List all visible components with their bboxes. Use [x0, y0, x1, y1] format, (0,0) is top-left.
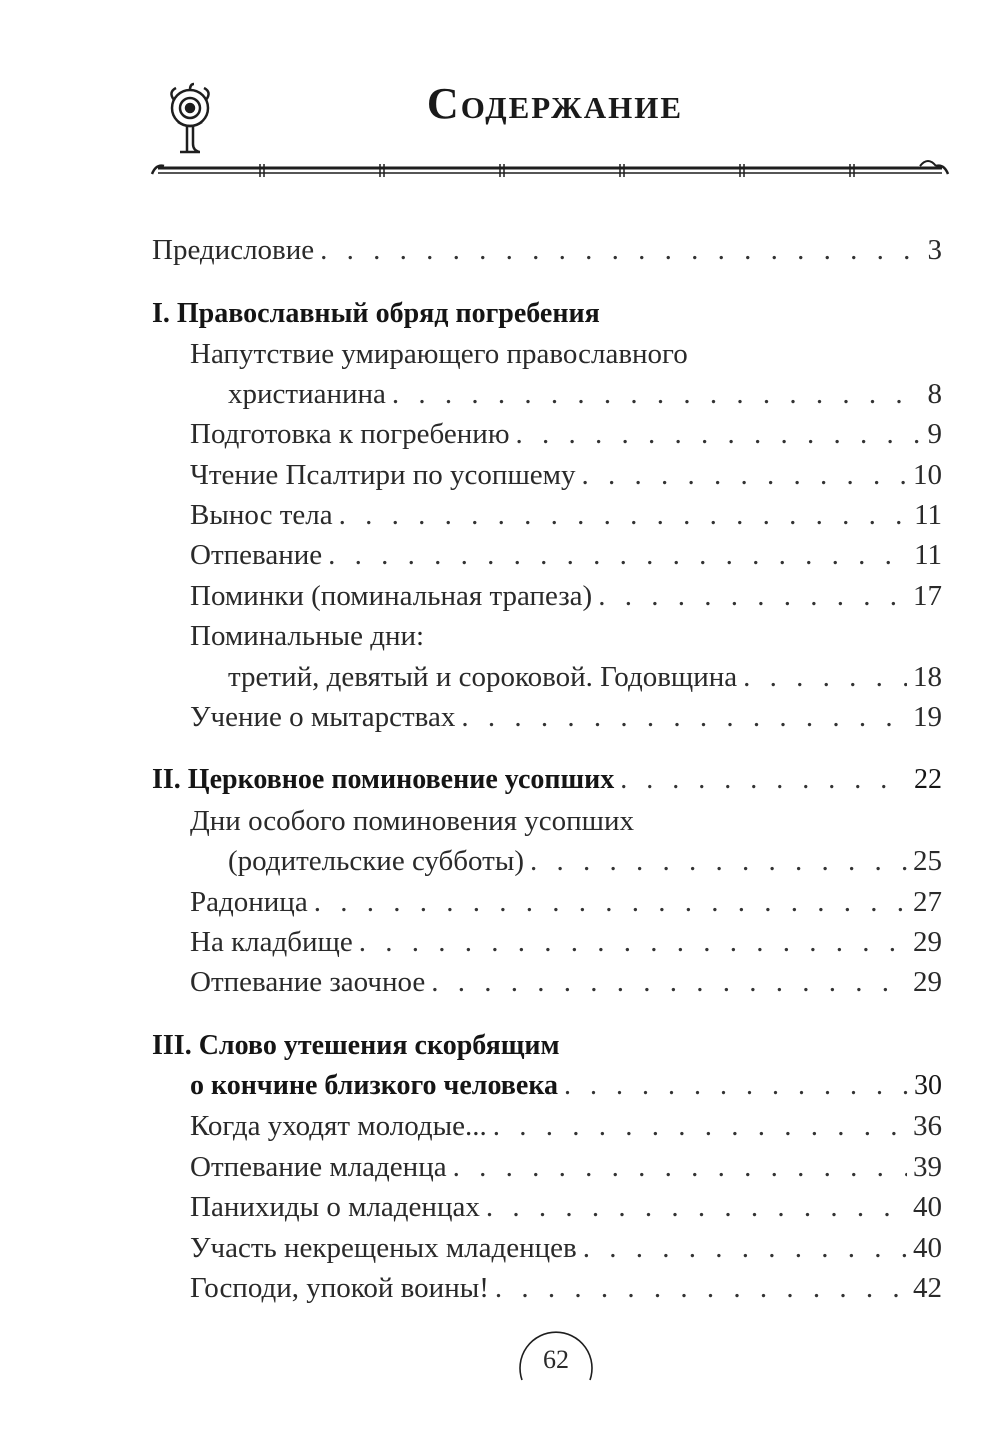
toc-entry-label: Предисловие	[152, 234, 315, 266]
leader-dots	[486, 1187, 907, 1227]
toc-entry-label: Вынос тела	[190, 499, 333, 531]
toc-entry-page: 27	[913, 886, 942, 918]
leader-dots	[339, 495, 908, 535]
toc-entry-page: 11	[914, 539, 942, 571]
leader-dots	[495, 1268, 907, 1308]
toc-entry[interactable]	[228, 657, 942, 697]
toc-entry-label: Господи, упокой воины!	[190, 1272, 489, 1304]
toc-entry-line[interactable]: Дни особого поминовения усопших	[190, 805, 634, 837]
toc-entry-page: 8	[927, 378, 942, 410]
toc-entry[interactable]	[228, 841, 942, 881]
toc-entry-page: 9	[927, 418, 942, 450]
toc-entry[interactable]	[190, 962, 942, 1002]
toc-entry-label: третий, девятый и сороковой. Годовщина	[228, 661, 738, 693]
section-heading-2[interactable]	[152, 760, 942, 800]
toc-entry-preface[interactable]	[152, 230, 942, 270]
toc-entry-label: Поминки (поминальная трапеза)	[190, 580, 593, 612]
leader-dots	[320, 230, 921, 270]
toc-entry[interactable]	[190, 1268, 942, 1308]
leader-dots	[461, 697, 907, 737]
toc-entry-label: Радоница	[190, 886, 308, 918]
leader-dots	[453, 1147, 907, 1187]
toc-entry-page: 40	[913, 1191, 942, 1223]
toc-entry-page: 17	[913, 580, 942, 612]
leader-dots	[314, 882, 907, 922]
toc-entry-label: христианина	[228, 378, 386, 410]
page-title: Содержание	[426, 79, 684, 128]
toc-entry-page: 30	[914, 1070, 942, 1101]
leader-dots	[583, 1228, 907, 1268]
toc-entry[interactable]	[190, 495, 942, 535]
toc-entry-label: Панихиды о младенцах	[190, 1191, 480, 1223]
toc-entry[interactable]	[190, 882, 942, 922]
toc-entry[interactable]	[190, 455, 942, 495]
toc-entry[interactable]	[190, 697, 942, 737]
toc-entry-line[interactable]: Поминальные дни:	[190, 620, 425, 652]
toc-entry-page: 10	[913, 459, 942, 491]
toc-entry-label: Отпевание заочное	[190, 966, 426, 998]
toc-entry-page: 19	[913, 701, 942, 733]
toc-entry-label: Чтение Псалтири по усопшему	[190, 459, 576, 491]
toc-entry[interactable]	[190, 922, 942, 962]
leader-dots	[392, 374, 922, 414]
leader-dots	[328, 535, 908, 575]
toc-entry-page: 22	[914, 764, 942, 795]
toc-entry-page: 36	[913, 1110, 942, 1142]
toc-entry-label: На кладбище	[190, 926, 353, 958]
toc-entry-page: 42	[913, 1272, 942, 1304]
leader-dots	[493, 1106, 907, 1146]
toc-entry-page: 25	[913, 845, 942, 877]
toc-entry-label: Отпевание младенца	[190, 1151, 447, 1183]
toc-entry-label: о кончине близкого человека	[190, 1070, 559, 1101]
toc-entry[interactable]	[190, 414, 942, 454]
toc-entry-label: (родительские субботы)	[228, 845, 524, 877]
toc-entry-label: Учение о мытарствах	[190, 701, 456, 733]
page-number: 62	[543, 1345, 569, 1374]
toc-entry-page: 11	[914, 499, 942, 531]
leader-dots	[582, 455, 908, 495]
toc-entry-page: 29	[913, 966, 942, 998]
toc-entry[interactable]	[190, 1106, 942, 1146]
toc-entry-page: 40	[913, 1232, 942, 1264]
toc-entry-label: II. Церковное поминовение усопших	[152, 764, 615, 795]
toc-entry-line[interactable]: Напутствие умирающего православного	[190, 338, 688, 370]
section-heading-3-cont[interactable]	[190, 1066, 942, 1106]
toc-entry-label: Подготовка к погребению	[190, 418, 510, 450]
toc-entry-label: Отпевание	[190, 539, 323, 571]
leader-dots	[620, 760, 908, 800]
toc-entry[interactable]	[190, 576, 942, 616]
toc-entry-page: 3	[927, 234, 942, 266]
leader-dots	[598, 576, 907, 616]
toc-entry[interactable]	[190, 1147, 942, 1187]
toc-entry[interactable]	[190, 1187, 942, 1227]
toc-entry[interactable]	[190, 1228, 942, 1268]
leader-dots	[515, 414, 921, 454]
toc-entry-page: 39	[913, 1151, 942, 1183]
toc-entry-page: 18	[913, 661, 942, 693]
leader-dots	[564, 1066, 908, 1106]
leader-dots	[530, 841, 907, 881]
toc-entry-page: 29	[913, 926, 942, 958]
leader-dots	[743, 657, 907, 697]
ornamental-rule	[150, 150, 950, 180]
toc-entry[interactable]	[228, 374, 942, 414]
section-heading-1[interactable]: I. Православный обряд погребения	[152, 298, 600, 329]
toc-entry-label: Участь некрещеных младенцев	[190, 1232, 577, 1264]
section-heading-3[interactable]: III. Слово утешения скорбящим	[152, 1030, 560, 1061]
leader-dots	[359, 922, 907, 962]
leader-dots	[431, 962, 907, 1002]
toc-entry-label: Когда уходят молодые...	[190, 1110, 487, 1142]
toc-entry[interactable]	[190, 535, 942, 575]
